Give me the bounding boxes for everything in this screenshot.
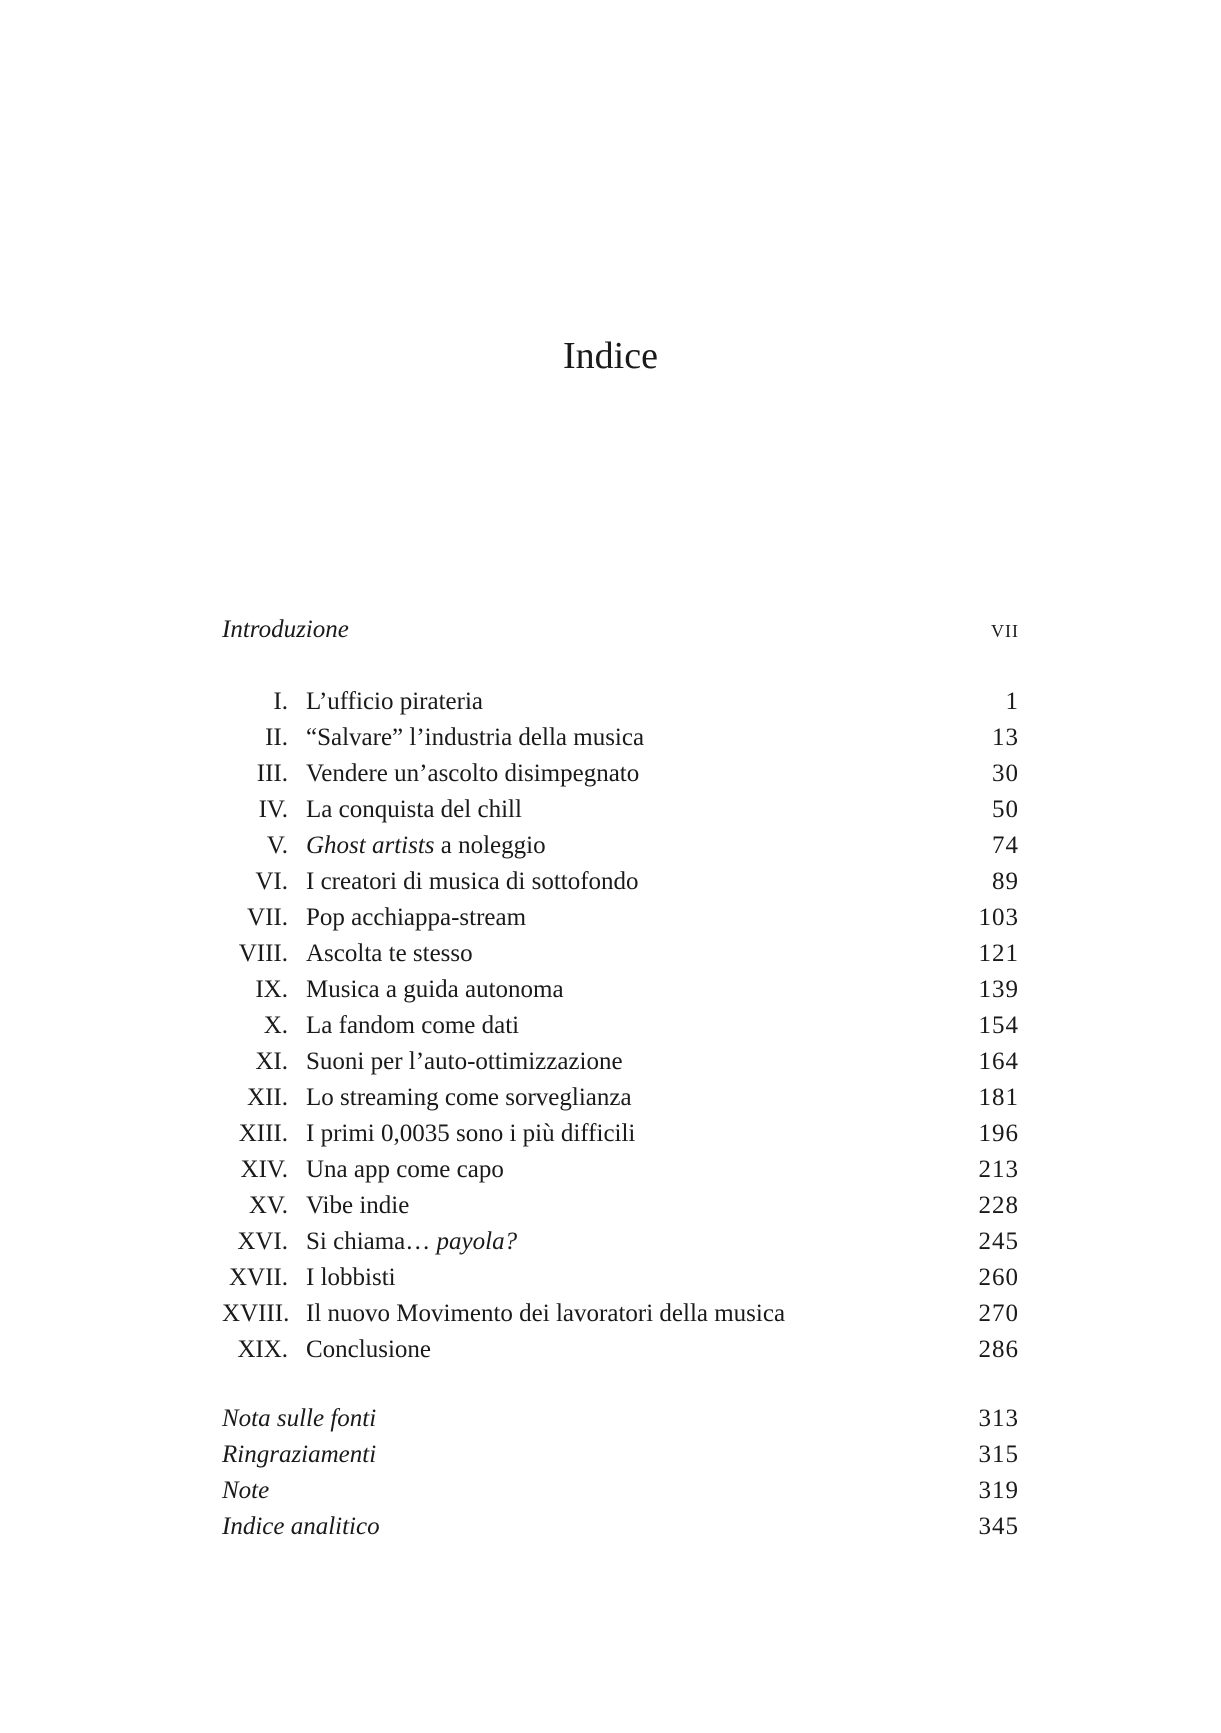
chapter-page: 121 bbox=[978, 940, 1019, 967]
chapter-number: VIII. bbox=[238, 940, 288, 967]
chapter-title: Una app come capo bbox=[306, 1156, 504, 1183]
chapter-title: Vibe indie bbox=[306, 1192, 410, 1219]
table-of-contents bbox=[222, 612, 1019, 1545]
toc-entry-title: Nota sulle fonti bbox=[222, 1405, 377, 1432]
toc-chapter-row bbox=[222, 1260, 1019, 1296]
chapter-page: 181 bbox=[978, 1084, 1019, 1111]
chapter-page: 139 bbox=[978, 976, 1019, 1003]
toc-entry-title: Indice analitico bbox=[222, 1513, 380, 1540]
chapter-number: X. bbox=[263, 1012, 288, 1039]
chapter-title: I lobbisti bbox=[306, 1264, 396, 1291]
front-matter bbox=[222, 612, 1019, 648]
chapter-title: Pop acchiappa-stream bbox=[306, 904, 527, 931]
chapter-number: XIV. bbox=[240, 1156, 288, 1183]
toc-chapter-row bbox=[222, 900, 1019, 936]
toc-chapter-row bbox=[222, 1116, 1019, 1152]
toc-chapter-row bbox=[222, 1152, 1019, 1188]
chapter-number: VII. bbox=[247, 904, 288, 931]
chapter-title: Ascolta te stesso bbox=[306, 940, 473, 967]
toc-chapter-row bbox=[222, 1080, 1019, 1116]
chapter-page: 286 bbox=[978, 1336, 1019, 1363]
chapter-title: Conclusione bbox=[306, 1336, 431, 1363]
toc-entry-page: vii bbox=[991, 616, 1019, 643]
chapter-page: 103 bbox=[978, 904, 1019, 931]
chapter-page: 1 bbox=[1005, 688, 1019, 715]
toc-entry-title: Note bbox=[222, 1477, 270, 1504]
chapter-page: 213 bbox=[978, 1156, 1019, 1183]
chapter-number: XII. bbox=[247, 1084, 288, 1111]
chapter-title: Musica a guida autonoma bbox=[306, 976, 564, 1003]
chapter-title bbox=[306, 1224, 517, 1260]
toc-entry-indice-analitico bbox=[222, 1509, 1019, 1545]
chapter-title-rest: a noleggio bbox=[434, 832, 546, 859]
chapter-number: XVII. bbox=[228, 1264, 288, 1291]
chapter-title-italic: Ghost artists bbox=[306, 832, 435, 859]
chapter-title: Il nuovo Movimento dei lavoratori della musica bbox=[306, 1300, 786, 1327]
chapter-number: XVI. bbox=[237, 1228, 288, 1255]
chapter-title: Lo streaming come sorveglianza bbox=[306, 1084, 632, 1111]
chapter-page: 74 bbox=[992, 832, 1019, 859]
toc-chapter-row bbox=[222, 1332, 1019, 1368]
chapter-page: 89 bbox=[992, 868, 1019, 895]
toc-entry-ringraziamenti bbox=[222, 1437, 1019, 1473]
back-matter bbox=[222, 1401, 1019, 1545]
chapter-title: La fandom come dati bbox=[306, 1012, 520, 1039]
toc-entry-page: 315 bbox=[978, 1441, 1019, 1468]
chapter-page: 164 bbox=[978, 1048, 1019, 1075]
toc-chapter-row bbox=[222, 792, 1019, 828]
chapter-page: 154 bbox=[978, 1012, 1019, 1039]
chapter-title: L’ufficio pirateria bbox=[306, 688, 484, 715]
chapter-number: VI. bbox=[255, 868, 288, 895]
toc-entry-introduzione bbox=[222, 612, 1019, 648]
chapter-number: IX. bbox=[255, 976, 288, 1003]
chapter-number: II. bbox=[265, 724, 288, 751]
toc-entry-page: 313 bbox=[978, 1405, 1019, 1432]
toc-chapter-row bbox=[222, 1188, 1019, 1224]
toc-chapter-row bbox=[222, 972, 1019, 1008]
chapter-page: 50 bbox=[992, 796, 1019, 823]
toc-chapter-row bbox=[222, 756, 1019, 792]
page-title: Indice bbox=[563, 335, 658, 377]
toc-chapter-row bbox=[222, 720, 1019, 756]
toc-chapter-row bbox=[222, 1296, 1019, 1332]
chapter-page: 245 bbox=[978, 1228, 1019, 1255]
chapter-number: V. bbox=[266, 832, 288, 859]
chapter-title-italic: payola? bbox=[436, 1228, 518, 1255]
toc-entry-page: 319 bbox=[978, 1477, 1019, 1504]
chapter-page: 270 bbox=[978, 1300, 1019, 1327]
toc-entry-nota-sulle-fonti bbox=[222, 1401, 1019, 1437]
toc-entry-note bbox=[222, 1473, 1019, 1509]
toc-chapter-row bbox=[222, 1044, 1019, 1080]
chapter-page: 228 bbox=[978, 1192, 1019, 1219]
chapter-number: I. bbox=[273, 688, 288, 715]
chapter-title: I primi 0,0035 sono i più difficili bbox=[306, 1120, 636, 1147]
chapter-title: Suoni per l’auto-ottimizzazione bbox=[306, 1048, 623, 1075]
chapter-page: 30 bbox=[992, 760, 1019, 787]
chapter-title bbox=[306, 828, 546, 864]
chapter-page: 13 bbox=[992, 724, 1019, 751]
toc-chapter-row bbox=[222, 936, 1019, 972]
chapter-number: XVIII. bbox=[222, 1300, 290, 1327]
toc-chapter-row bbox=[222, 864, 1019, 900]
chapter-title: Vendere un’ascolto disimpegnato bbox=[306, 760, 640, 787]
toc-chapter-row bbox=[222, 828, 1019, 864]
toc-chapter-row bbox=[222, 684, 1019, 720]
toc-entry-title: Introduzione bbox=[222, 616, 349, 643]
toc-chapter-row bbox=[222, 1008, 1019, 1044]
chapter-number: III. bbox=[256, 760, 288, 787]
chapter-page: 196 bbox=[978, 1120, 1019, 1147]
chapter-number: XIX. bbox=[237, 1336, 288, 1363]
chapter-page: 260 bbox=[978, 1264, 1019, 1291]
chapter-title: I creatori di musica di sottofondo bbox=[306, 868, 639, 895]
chapter-title-plain: Si chiama… bbox=[306, 1228, 437, 1255]
toc-entry-page: 345 bbox=[978, 1513, 1019, 1540]
chapter-title: La conquista del chill bbox=[306, 796, 522, 823]
toc-chapter-row bbox=[222, 1224, 1019, 1260]
chapter-number: XV. bbox=[248, 1192, 288, 1219]
chapter-number: XIII. bbox=[238, 1120, 288, 1147]
chapter-number: XI. bbox=[255, 1048, 288, 1075]
chapter-number: IV. bbox=[258, 796, 288, 823]
toc-entry-title: Ringraziamenti bbox=[222, 1441, 377, 1468]
chapter-list bbox=[222, 684, 1019, 1368]
chapter-title: “Salvare” l’industria della musica bbox=[306, 724, 645, 751]
